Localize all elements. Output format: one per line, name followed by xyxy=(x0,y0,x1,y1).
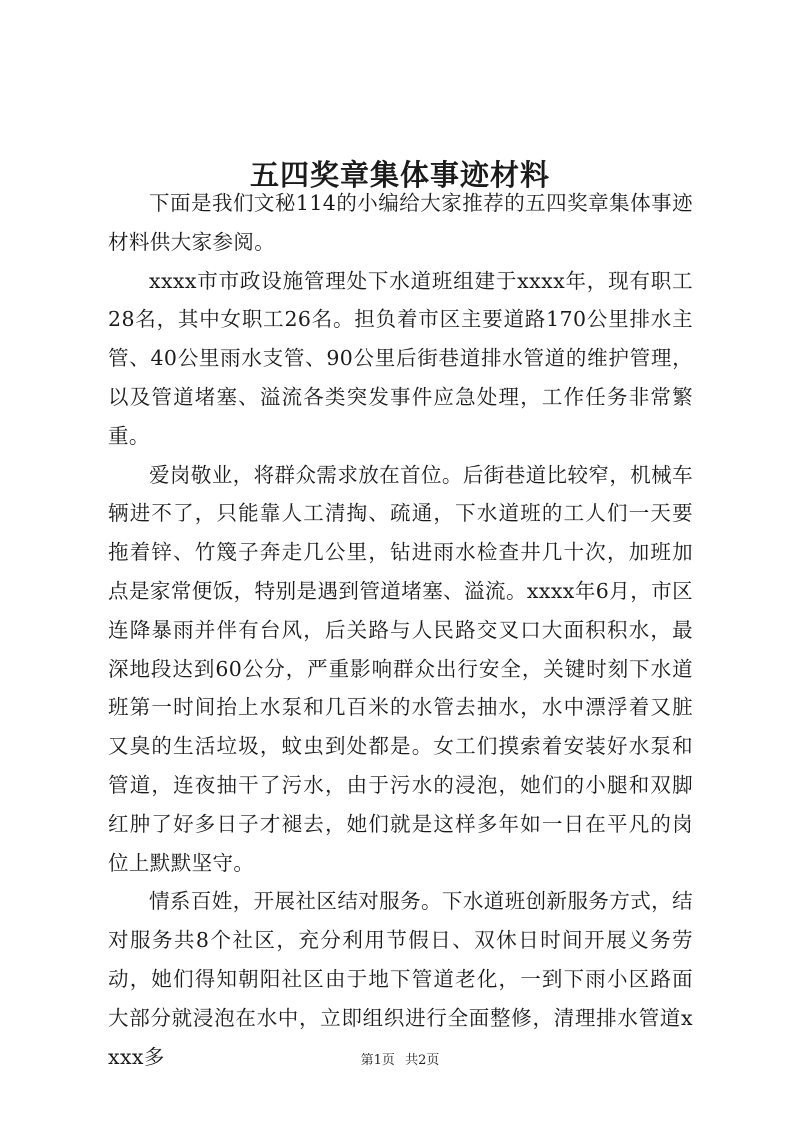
page-number: 第1页 xyxy=(360,1053,395,1068)
page-footer xyxy=(0,1052,800,1070)
document-title: 五四奖章集体事迹材料 xyxy=(249,158,550,193)
page-total: 共2页 xyxy=(405,1053,440,1068)
paragraph-community-service: 情系百姓，开展社区结对服务。下水道班创新服务方式，结对服务共8个社区，充分利用节假日、双休日时间开展义务劳动，她们得知朝阳社区由于地下管道老化，一到下雨小区路面大部分就浸泡在水中，立即组织进行全面整修，清理排水管道xxxx多 xyxy=(108,889,693,1069)
paragraph-intro: 下面是我们文秘114的小编给大家推荐的五四奖章集体事迹材料供大家参阅。 xyxy=(108,191,693,254)
paragraph-dedication: 爱岗敬业，将群众需求放在首位。后街巷道比较窄，机械车辆进不了，只能靠人工清掏、疏通，下水道班的工人们一天要拖着锌、竹篾子奔走几公里，钻进雨水检查井几十次，加班加点是家常便饭，特别是遇到管道堵塞、溢流。xxxx年6月，市区连降暴雨并伴有台风，后关路与人民路交叉口大面积积水，最深地段达到60公分，严重影响群众出行安全，关键时刻下水道班第一时间抬上水泵和几百米的水管去抽水，水中漂浮着又脏又臭的生活垃圾，蚊虫到处都是。女工们摸索着安装好水泵和管道，连夜抽干了污水，由于污水的浸泡，她们的小腿和双脚红肿了好多日子才褪去，她们就是这样多年如一日在平凡的岗位上默默坚守。 xyxy=(108,462,693,875)
paragraph-overview: xxxx市市政设施管理处下水道班组建于xxxx年，现有职工28名，其中女职工26名。担负着市区主要道路170公里排水主管、40公里雨水支管、90公里后街巷道排水管道的维护管理，以及管道堵塞、溢流各类突发事件应急处理，工作任务非常繁重。 xyxy=(108,268,693,448)
document-body xyxy=(108,184,693,1076)
